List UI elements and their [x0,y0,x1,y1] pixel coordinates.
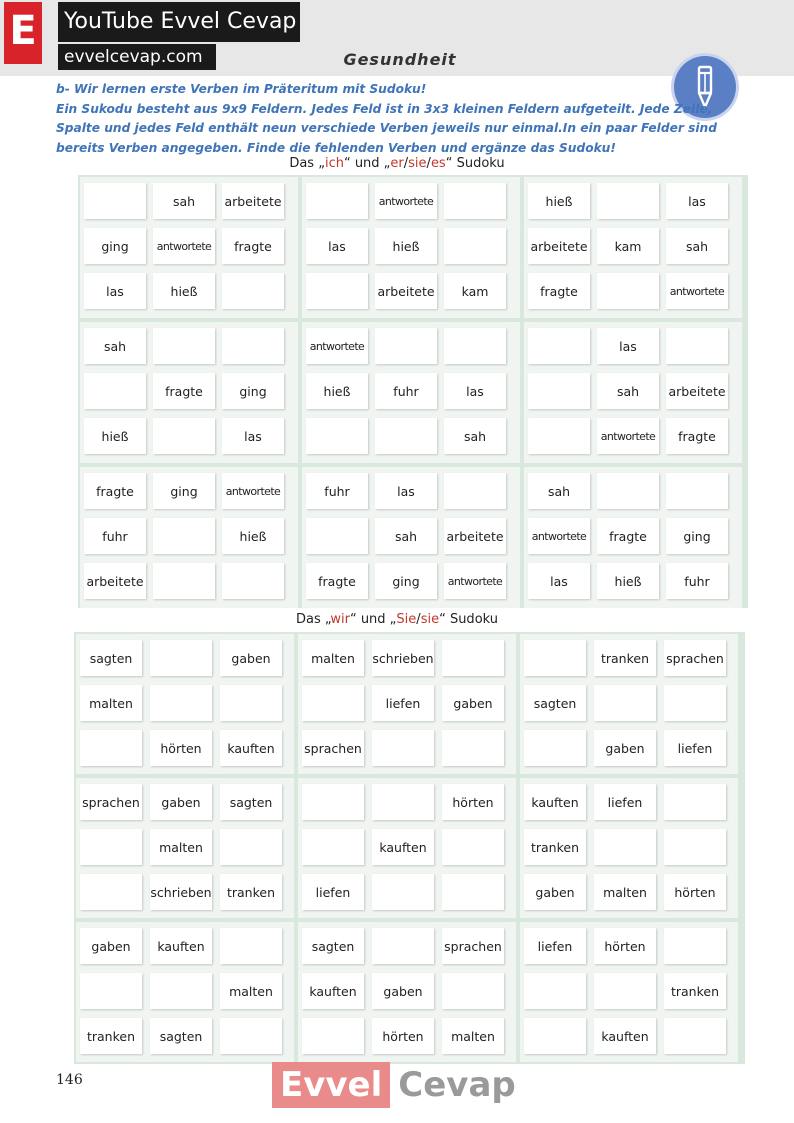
sudoku-cell[interactable] [220,928,282,964]
sudoku-cell[interactable] [664,829,726,865]
instruction-line: Spalte und jedes Feld enthält neun verschiede Verben jeweils nur einmal.In ein paar Felder sind [56,121,717,135]
sudoku2-grid [74,632,745,1064]
sudoku-cell: gaben [220,640,282,676]
sudoku-cell: sprachen [664,640,726,676]
sudoku-cell: fragte [306,563,368,599]
instructions [56,80,746,158]
sudoku-cell[interactable] [150,685,212,721]
sudoku-cell: malten [594,874,656,910]
sudoku-cell[interactable] [528,328,590,364]
page-number: 146 [56,1072,83,1088]
sudoku-cell[interactable] [666,328,728,364]
footer-logo-left: Evvel [272,1062,390,1108]
sudoku-cell: arbeitete [666,373,728,409]
sudoku-cell: arbeitete [84,563,146,599]
sudoku-cell: arbeitete [528,228,590,264]
sudoku-cell[interactable] [594,829,656,865]
sudoku-box [76,778,294,918]
sudoku-cell: antwortete [597,418,659,454]
sudoku-cell[interactable] [372,784,434,820]
sudoku-cell: antwortete [528,518,590,554]
sudoku-cell[interactable] [306,273,368,309]
instruction-line: Ein Sukodu besteht aus 9x9 Feldern. Jedes Feld ist in 3x3 kleinen Feldern aufgeteilt. Jede Zeile, [56,101,713,116]
sudoku-cell: liefen [524,928,586,964]
sudoku-box [298,778,516,918]
sudoku-cell: hörten [372,1018,434,1054]
sudoku-cell: fuhr [666,563,728,599]
sudoku-cell[interactable] [442,874,504,910]
sudoku-cell: gaben [150,784,212,820]
sudoku-cell: gaben [594,730,656,766]
sudoku-cell: kauften [594,1018,656,1054]
sudoku1-title: Das „ich“ und „er/sie/es“ Sudoku [289,156,505,171]
footer-logo-right: Cevap [398,1065,516,1105]
sudoku-cell: tranken [80,1018,142,1054]
sudoku-box [302,177,520,318]
sudoku-cell[interactable] [153,418,215,454]
sudoku-cell: arbeitete [222,183,284,219]
sudoku-cell: las [444,373,506,409]
sudoku-cell[interactable] [80,730,142,766]
sudoku-cell: gaben [524,874,586,910]
sudoku-cell: kam [597,228,659,264]
sudoku-cell[interactable] [594,685,656,721]
sudoku-cell: sah [84,328,146,364]
sudoku-cell: malten [150,829,212,865]
sudoku-cell[interactable] [220,1018,282,1054]
sudoku-cell[interactable] [442,640,504,676]
sudoku-cell: hieß [153,273,215,309]
sudoku-box [520,634,738,774]
sudoku-cell: sah [528,473,590,509]
sudoku-cell[interactable] [442,973,504,1009]
sudoku-cell[interactable] [524,1018,586,1054]
sudoku-cell: kauften [150,928,212,964]
sudoku-cell: las [375,473,437,509]
sudoku-cell: sah [666,228,728,264]
sudoku-cell[interactable] [153,328,215,364]
sudoku-cell[interactable] [153,518,215,554]
sudoku-cell: fragte [153,373,215,409]
sudoku-cell: tranken [524,829,586,865]
sudoku-cell: hieß [597,563,659,599]
sudoku1-grid [78,175,748,608]
sudoku-cell[interactable] [84,373,146,409]
sudoku-cell: kauften [372,829,434,865]
sudoku-cell: hieß [306,373,368,409]
sudoku-cell[interactable] [220,829,282,865]
sudoku-cell[interactable] [306,518,368,554]
sudoku-cell[interactable] [302,829,364,865]
sudoku-cell: ging [222,373,284,409]
sudoku-cell[interactable] [597,183,659,219]
sudoku-cell: antwortete [375,183,437,219]
sudoku-cell: fuhr [306,473,368,509]
sudoku-box [298,922,516,1062]
sudoku-cell[interactable] [375,418,437,454]
sudoku-box [80,467,298,608]
sudoku-cell: malten [442,1018,504,1054]
channel-title[interactable]: YouTube Evvel Cevap [58,2,300,42]
sudoku-box [76,922,294,1062]
sudoku-cell: sagten [80,640,142,676]
sudoku2-title: Das „wir“ und „Sie/sie“ Sudoku [295,612,499,627]
sudoku-box [298,634,516,774]
sudoku-cell[interactable] [84,183,146,219]
sudoku-cell: sah [444,418,506,454]
sudoku-cell: hieß [528,183,590,219]
sudoku-box [302,322,520,463]
sudoku-cell: las [666,183,728,219]
sudoku-cell: hörten [442,784,504,820]
sudoku-cell: tranken [664,973,726,1009]
sudoku-cell[interactable] [302,784,364,820]
sudoku-cell[interactable] [524,730,586,766]
sudoku-cell: ging [153,473,215,509]
sudoku-cell: hieß [222,518,284,554]
sudoku-cell: sagten [524,685,586,721]
sudoku-cell[interactable] [372,928,434,964]
sudoku-cell: sprachen [302,730,364,766]
sudoku-cell[interactable] [302,1018,364,1054]
sudoku-cell[interactable] [306,183,368,219]
sudoku-cell[interactable] [666,473,728,509]
sudoku-cell: antwortete [153,228,215,264]
sudoku-cell: sprachen [442,928,504,964]
sudoku-cell[interactable] [664,1018,726,1054]
sudoku-cell[interactable] [528,418,590,454]
sudoku-cell: fuhr [84,518,146,554]
sudoku-box [76,634,294,774]
sudoku-box [520,922,738,1062]
sudoku-cell: sagten [150,1018,212,1054]
sudoku-cell: sagten [220,784,282,820]
sudoku-cell: las [222,418,284,454]
sudoku-cell[interactable] [372,874,434,910]
sudoku-cell: gaben [80,928,142,964]
sudoku-cell[interactable] [597,473,659,509]
sudoku-cell: sah [153,183,215,219]
sudoku-cell[interactable] [524,973,586,1009]
sudoku-cell: ging [375,563,437,599]
sudoku-cell: sagten [302,928,364,964]
sudoku-cell[interactable] [222,273,284,309]
sudoku-cell: antwortete [306,328,368,364]
sudoku-cell: las [528,563,590,599]
sudoku-cell: sah [597,373,659,409]
sudoku-cell: fragte [666,418,728,454]
sudoku-cell[interactable] [664,928,726,964]
sudoku-cell[interactable] [444,473,506,509]
sudoku-cell[interactable] [80,874,142,910]
sudoku-cell: kauften [220,730,282,766]
sudoku-cell: antwortete [222,473,284,509]
sudoku-cell: las [306,228,368,264]
sudoku-cell: fragte [597,518,659,554]
sudoku-cell: schrieben [372,640,434,676]
sudoku-cell[interactable] [442,829,504,865]
sudoku-cell[interactable] [222,328,284,364]
page-title: Gesundheit [343,50,457,69]
sudoku-cell[interactable] [524,640,586,676]
sudoku-cell: kauften [302,973,364,1009]
sudoku-cell: liefen [302,874,364,910]
sudoku-cell: malten [302,640,364,676]
sudoku-cell[interactable] [594,973,656,1009]
sudoku-cell[interactable] [80,973,142,1009]
sudoku-cell: tranken [594,640,656,676]
sudoku-cell[interactable] [442,730,504,766]
sudoku-cell: tranken [220,874,282,910]
sudoku-cell[interactable] [80,829,142,865]
sudoku-cell: hörten [150,730,212,766]
sudoku-cell[interactable] [528,373,590,409]
sudoku-cell[interactable] [375,328,437,364]
sudoku-cell[interactable] [150,973,212,1009]
sudoku-cell: fuhr [375,373,437,409]
instruction-line: b- Wir lernen erste Verben im Präteritum mit Sudoku! [56,82,427,96]
sudoku-cell: schrieben [150,874,212,910]
sudoku-cell: ging [84,228,146,264]
sudoku-cell[interactable] [372,730,434,766]
sudoku-cell[interactable] [150,640,212,676]
sudoku-cell: liefen [664,730,726,766]
sudoku-cell: las [597,328,659,364]
sudoku-cell[interactable] [444,228,506,264]
sudoku-cell[interactable] [220,685,282,721]
sudoku-cell: sah [375,518,437,554]
sudoku-cell: ging [666,518,728,554]
sudoku-cell[interactable] [664,685,726,721]
sudoku-cell[interactable] [153,563,215,599]
sudoku-cell[interactable] [597,273,659,309]
sudoku-box [524,467,742,608]
sudoku-cell: kauften [524,784,586,820]
sudoku-cell: antwortete [444,563,506,599]
footer-logo [272,1062,524,1108]
sudoku-box [80,322,298,463]
site-link[interactable]: evvelcevap.com [58,44,216,70]
sudoku-box [80,177,298,318]
sudoku-box [524,177,742,318]
sudoku-cell: sprachen [80,784,142,820]
sudoku-cell[interactable] [222,563,284,599]
sudoku-cell: arbeitete [444,518,506,554]
sudoku-box [520,778,738,918]
sudoku-cell[interactable] [444,328,506,364]
sudoku-cell[interactable] [444,183,506,219]
sudoku-cell: hieß [375,228,437,264]
sudoku-cell: hieß [84,418,146,454]
sudoku-cell: fragte [222,228,284,264]
sudoku-cell: malten [220,973,282,1009]
sudoku-cell: gaben [442,685,504,721]
sudoku-cell: kam [444,273,506,309]
sudoku-cell[interactable] [302,685,364,721]
sudoku-box [302,467,520,608]
sudoku-cell[interactable] [664,784,726,820]
sudoku-cell[interactable] [306,418,368,454]
sudoku-cell: gaben [372,973,434,1009]
sudoku-cell: fragte [528,273,590,309]
sudoku-cell: hörten [664,874,726,910]
sudoku-cell: arbeitete [375,273,437,309]
channel-logo[interactable]: E [4,2,42,64]
sudoku-cell: antwortete [666,273,728,309]
sudoku-cell: las [84,273,146,309]
sudoku-cell: hörten [594,928,656,964]
sudoku-box [524,322,742,463]
instruction-line: bereits Verben angegeben. Finde die fehlenden Verben und ergänze das Sudoku! [56,140,616,155]
sudoku-cell: malten [80,685,142,721]
sudoku-cell: fragte [84,473,146,509]
sudoku-cell: liefen [594,784,656,820]
sudoku-cell: liefen [372,685,434,721]
